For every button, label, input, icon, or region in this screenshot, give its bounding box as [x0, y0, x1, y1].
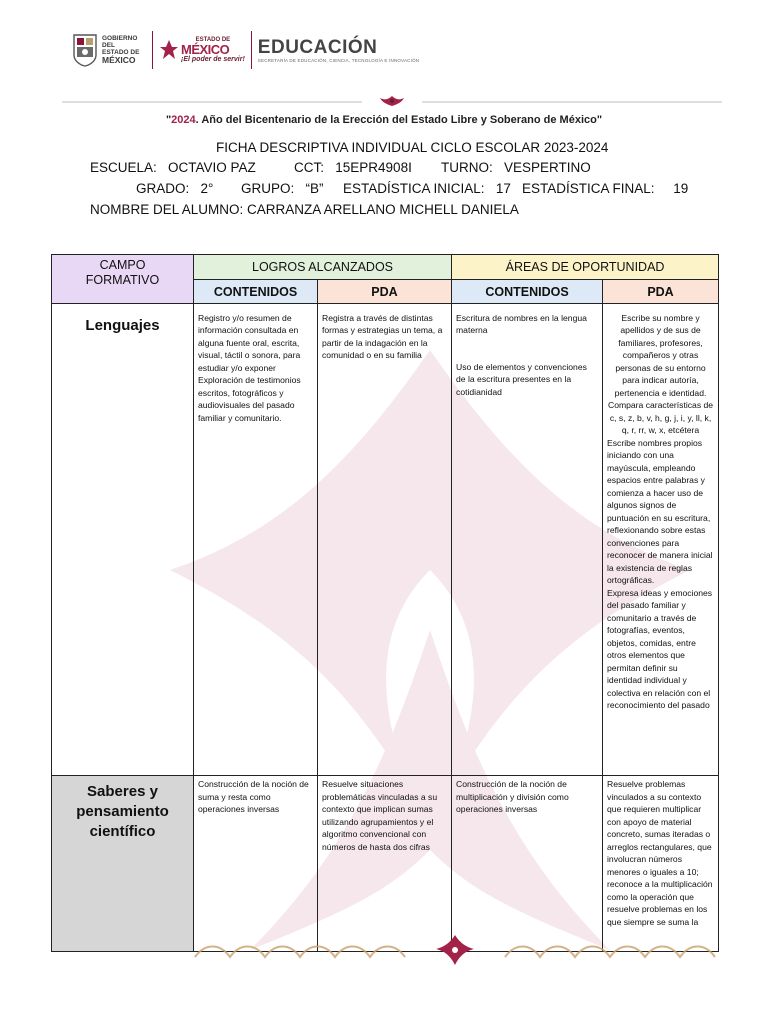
header-logos [72, 28, 419, 72]
info-grupo [241, 181, 324, 196]
info-est-inicial [343, 181, 511, 196]
lenguajes-areas-pda: Escribe su nombre y apellidos y de sus de familiares, profesores, compañeros y otras personas de su entorno para indicar autoría, pertenencia e identidad. Compara características de c, s, z, b, v, h, g, j, i, y, ll, k, q, r, rr, w, x, etcétera Escribe nombres propios iniciando con una mayúscula, empleando espacios entre palabras y comienza a hacer uso de algunos signos de puntuación en su escritura, reflexionando sobre estas convenciones para reconocer de manera inicial la existencia de reglas ortográficas. Expresa ideas y emociones del pasado familiar y comunitario a través de fotografías, eventos, objetos, comidas, entre otros elementos que permitan definir su identidad individual y colectiva en relación con el reconocimiento del pasado [603, 310, 719, 776]
campo-lenguajes: Lenguajes [52, 310, 194, 776]
areas-header: ÁREAS DE OPORTUNIDAD [452, 255, 719, 280]
escuela-label: ESCUELA: [90, 160, 157, 175]
edo-slogan: ¡El poder de servir! [181, 56, 245, 63]
info-est-final [522, 181, 688, 196]
est-inicial-label: ESTADÍSTICA INICIAL: [343, 181, 485, 196]
floral-ornament-icon [62, 94, 722, 108]
mexico-state-logo-icon [159, 39, 179, 61]
info-nombre [90, 202, 519, 217]
logros-pda-header: PDA [318, 280, 452, 304]
logo-divider [152, 31, 153, 69]
campo-formativo-header: CAMPO FORMATIVO [52, 255, 194, 304]
escuela-value: OCTAVIO PAZ [168, 160, 256, 175]
areas-contenidos-header: CONTENIDOS [452, 280, 603, 304]
estado-mexico-logo [159, 35, 245, 65]
year-motto-text: . Año del Bicentenario de la Erección del Estado Libre y Soberano de México" [195, 114, 603, 126]
est-inicial-value: 17 [495, 181, 511, 196]
year-highlight: 2024 [171, 114, 196, 126]
grado-value: 2° [200, 181, 214, 196]
gov-text [102, 35, 146, 65]
nombre-label: NOMBRE DEL ALUMNO: [90, 202, 244, 217]
areas-pda-header: PDA [603, 280, 719, 304]
saberes-logros-contenidos: Construcción de la noción de suma y resta como operaciones inversas [194, 776, 318, 952]
nombre-value: CARRANZA ARELLANO MICHELL DANIELA [247, 202, 519, 217]
campo-saberes: Saberes y pensamiento científico [52, 776, 194, 952]
saberes-areas-pda: Resuelve problemas vinculados a su contexto que requieren multiplicar con apoyo de material concreto, sumas iteradas o arreglos rectangulares, que involucran números menores o iguales a 10; reconoce a la multiplicación como la operación que resuelve problemas en los que siempre se suma la [603, 776, 719, 952]
logros-contenidos-header: CONTENIDOS [194, 280, 318, 304]
grupo-value: “B” [305, 181, 324, 196]
table-row [52, 776, 719, 952]
educacion-logo [258, 38, 419, 63]
year-motto: "2024. Año del Bicentenario de la Erección del Estado Libre y Soberano de México" [165, 114, 603, 126]
info-line-1 [90, 160, 256, 175]
info-grado [136, 181, 213, 196]
table-row [52, 310, 719, 776]
ficha-table [51, 254, 719, 952]
saberes-areas-contenidos: Construcción de la noción de multiplicación y división como operaciones inversas [452, 776, 603, 952]
gov-line2: ESTADO DE [102, 49, 140, 56]
est-final-value: 19 [673, 181, 689, 196]
turno-value: VESPERTINO [504, 160, 591, 175]
edo-small-text: ESTADO DE [195, 37, 231, 43]
logo-divider-2 [251, 31, 252, 69]
edu-subtitle: SECRETARÍA DE EDUCACIÓN, CIENCIA, TECNOLOGÍA E INNOVACIÓN [257, 57, 420, 63]
gov-line3: MÉXICO [102, 55, 136, 65]
edu-title: EDUCACIÓN [257, 36, 378, 58]
estado-mexico-seal-icon [72, 33, 98, 67]
turno-label: TURNO: [441, 160, 493, 175]
info-turno [441, 160, 591, 175]
ficha-title: FICHA DESCRIPTIVA INDIVIDUAL CICLO ESCOLAR 2023-2024 [216, 140, 609, 155]
gov-line1: GOBIERNO DEL [102, 35, 138, 49]
lenguajes-logros-pda: Registra a través de distintas formas y estrategias un tema, a partir de la indagación en la comunidad o en su familia [318, 310, 452, 776]
grado-label: GRADO: [136, 181, 190, 196]
info-cct [294, 160, 412, 175]
edo-big-text: MÉXICO [181, 42, 230, 57]
cct-label: CCT: [294, 160, 324, 175]
grupo-label: GRUPO: [241, 181, 295, 196]
lenguajes-logros-contenidos: Registro y/o resumen de información consultada en alguna fuente oral, escrita, visual, táctil o sonora, para estudiar y/o exponer Exploración de testimonios escritos, fotográficos y audiovisuales del pasado familiar y comunitario. [194, 310, 318, 776]
saberes-logros-pda: Resuelve situaciones problemáticas vinculadas a su contexto que implican sumas utilizando agrupamientos y el algoritmo convencional con números de hasta dos cifras [318, 776, 452, 952]
cct-value: 15EPR4908I [335, 160, 412, 175]
est-final-label: ESTADÍSTICA FINAL: [522, 181, 655, 196]
footer-ornament-icon [190, 933, 720, 969]
logros-header: LOGROS ALCANZADOS [194, 255, 452, 280]
lenguajes-areas-contenidos: Escritura de nombres en la lengua materna Uso de elementos y convenciones de la escritura presentes en la cotidianidad [452, 310, 603, 776]
